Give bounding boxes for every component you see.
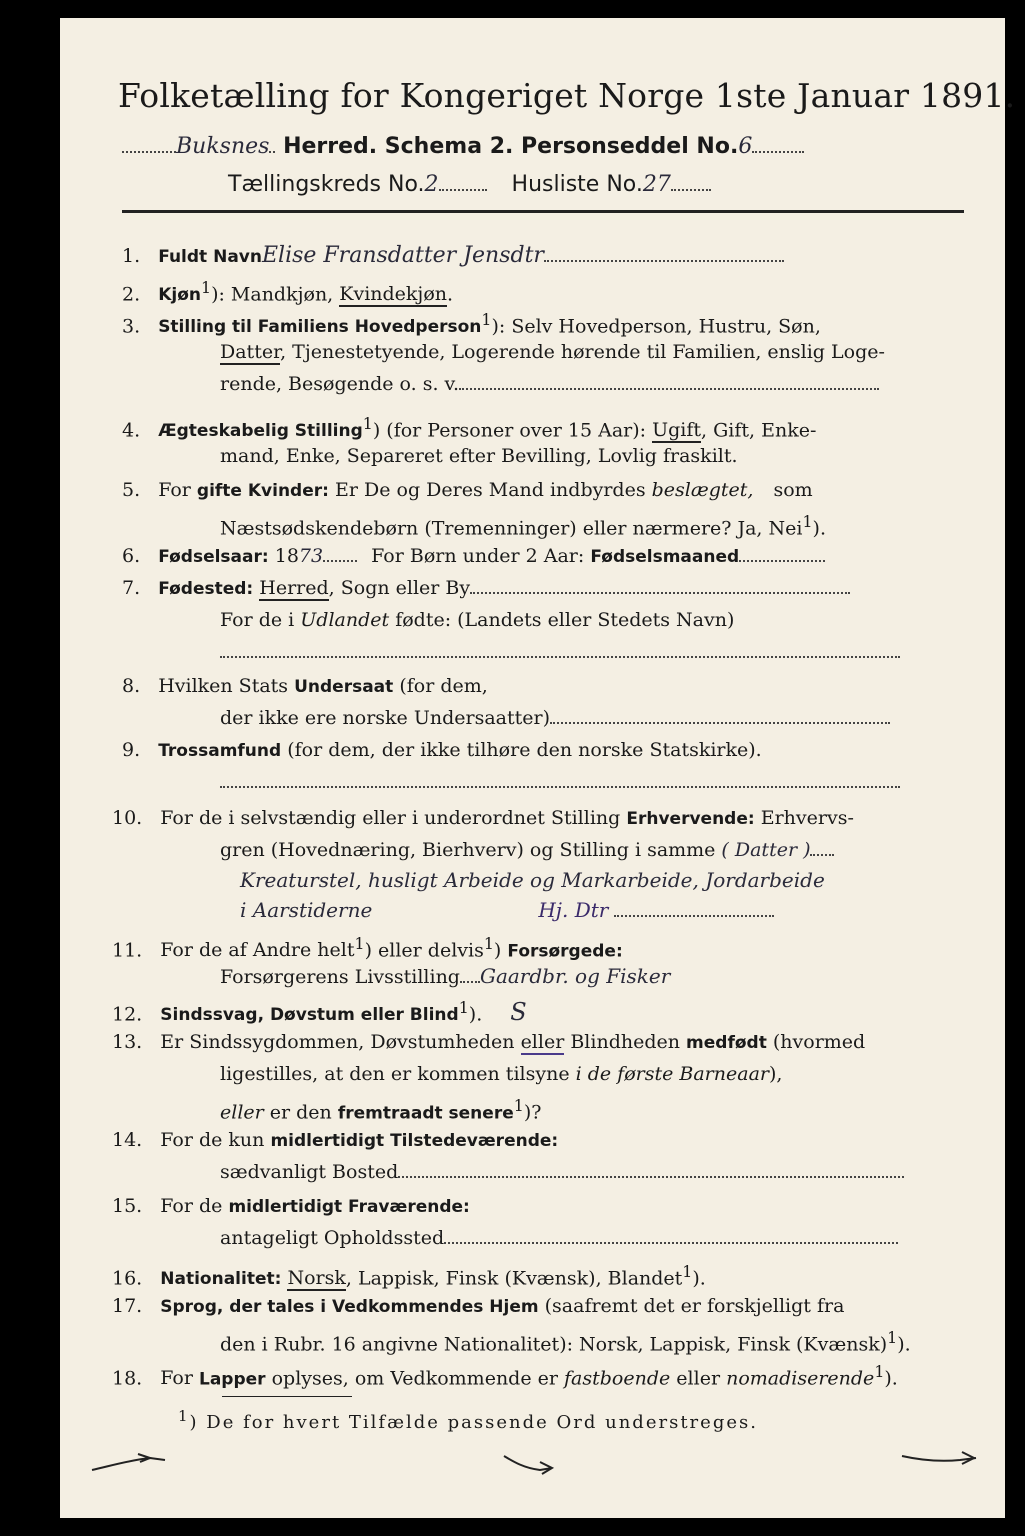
q10-handwritten-line3: Kreaturstel, husligt Arbeide og Markarbeide, Jordarbeide (240, 868, 825, 892)
q7-row: 7. Fødested: Herred, Sogn eller By (122, 576, 850, 601)
q6-row: 6. Fødselsaar: 1873 For Børn under 2 Aar: Fødselsmaaned (122, 544, 825, 569)
census-form-page: Folketælling for Kongeriget Norge 1ste Januar 1891. Buksnes Herred. Schema 2. Personseddel No.6 Tællingskreds No.2 Husliste No.27 1. Fuldt NavnElise Fransdatter Jensdtr 2. Kjøn$^1$): Mandkjøn, Kvindekjøn. 3. Stilling til Familiens Hovedperson$^1$): Selv Hovedperson, Hustru, Søn, Datter, Tjenestetyende, Logerende hørende til Familien, enslig Loge- rende, Besøgende o. s. v. 4. Ægteskabelig Stilling$^1$) (for Personer over 15 Aar): Ugift, Gift, Enke- mand, Enke, Separeret efter Bevilling, Lovlig fraskilt. 5. For gifte Kvinder: Er De og Deres Mand indbyrdes beslægtet, som Næstsødskendebørn (Tremenninger) eller nærmere? Ja, Nei$^1$). 6. Fødselsaar: 1873 For Børn under 2 Aar: Fødselsmaaned 7. Fødested: Herred, Sogn eller By For de i Udlandet fødte: (Landets eller Stedets Navn) 8. Hvilken Stats Undersaat (for dem, der ikke ere norske Undersaatter) 9. Trossamfund (for dem, der ikke tilhøre den norske Statskirke). 10. For de i selvstændig eller i underordnet Stilling Erhvervende: Erhvervs- gren (Hovednæring, Bierhverv) og Stilling i samme ( Datter ) Kreaturstel, husligt Arbeide og Markarbeide, Jordarbeide i Aarstiderne Hj. Dtr 11. For de af Andre helt$^1$) eller delvis$^1$) Forsørgede: Forsørgerens Livsstilling Gaardbr. og Fisker 12. Sindssvag, Døvstum eller Blind$^1$). S 13. Er Sindssygdommen, Døvstumheden eller Blindheden medfødt (hvormed ligestilles, at den er kommen tilsyne i de første Barneaar), eller er den fremtraadt senere$^1$)? 14. For de kun midlertidigt Tilstedeværende: sædvanligt Bosted 15. For de midlertidigt Fraværende: antageligt Opholdssted 16. Nationalitet: Norsk, Lappisk, Finsk (Kvænsk), Blandet$^1$). 17. Sprog, der tales i Vedkommendes Hjem (saafremt det er forskjelligt fra den i Rubr. 16 angivne Nationalitet): Norsk, Lappisk, Finsk (Kvænsk)$^1$). 18. For Lapper oplyses, om Vedkommende er fastboende eller nomadiserende$^1$). $^1$) De for hvert Tilfælde passende Ord understreges. (60, 18, 1005, 1518)
schema-line (122, 130, 804, 162)
q14-row: 14. For de kun midlertidigt Tilstedeværende: (112, 1129, 559, 1151)
footnote-rule (222, 1396, 352, 1397)
q4-row: 4. Ægteskabelig Stilling$^1$) (for Personer over 15 Aar): Ugift, Gift, Enke- (122, 414, 817, 442)
q17-row: 17. Sprog, der tales i Vedkommendes Hjem (saafremt det er forskjelligt fra (112, 1295, 845, 1317)
q13-row: 13. Er Sindssygdommen, Døvstumheden eller Blindheden medfødt (hvormed (112, 1031, 866, 1053)
taellingskreds-line: Tællingskreds No.2 Husliste No.27 (228, 170, 711, 200)
q11-row: 11. For de af Andre helt$^1$) eller delvis$^1$) Forsørgede: (112, 934, 623, 962)
q2-row: 2. Kjøn$^1$): Mandkjøn, Kvindekjøn. (122, 278, 454, 306)
q8-row: 8. Hvilken Stats Undersaat (for dem, (122, 675, 488, 697)
personseddel-no: 6 (738, 134, 753, 159)
q10-row: 10. For de i selvstændig eller i underordnet Stilling Erhvervende: Erhvervs- (112, 807, 854, 829)
q18-row: 18. For Lapper oplyses, om Vedkommende er fastboende eller nomadiserende$^1$). (112, 1362, 898, 1390)
footnote: $^1$) De for hvert Tilfælde passende Ord understreges. (178, 1407, 758, 1433)
q16-row: 16. Nationalitet: Norsk, Lappisk, Finsk (Kvænsk), Blandet$^1$). (112, 1262, 706, 1290)
ink-mark-right (900, 1446, 980, 1476)
form-title: Folketælling for Kongeriget Norge 1ste Januar 1891. (118, 76, 1016, 115)
schema-label: Herred. Schema 2. Personseddel No. (283, 134, 739, 159)
q3-row: 3. Stilling til Familiens Hovedperson$^1$): Selv Hovedperson, Hustru, Søn, (122, 310, 821, 338)
q9-row: 9. Trossamfund (for dem, der ikke tilhøre den norske Statskirke). (122, 739, 762, 761)
q12-row: 12. Sindssvag, Døvstum eller Blind$^1$). S (112, 998, 527, 1027)
q1-name-handwritten: Elise Fransdatter Jensdtr (261, 243, 544, 268)
header-rule (122, 210, 964, 213)
ink-mark-center (500, 1448, 560, 1478)
herred-handwritten: Buksnes (176, 134, 270, 159)
q1-row: 1. Fuldt NavnElise Fransdatter Jensdtr (122, 244, 784, 269)
q12-handwritten-mark: S (510, 998, 527, 1027)
ink-mark-left (90, 1448, 170, 1478)
q10-handwritten-line4: i Aarstiderne (240, 898, 373, 922)
provider-occupation-handwritten: Gaardbr. og Fisker (479, 964, 671, 988)
q10-handwritten-status: ( Datter ) (721, 839, 811, 861)
q15-row: 15. For de midlertidigt Fraværende: (112, 1195, 470, 1217)
q10-handwritten-abbrev: Hj. Dtr (538, 898, 609, 922)
husliste-no: 27 (642, 172, 671, 197)
birth-year-handwritten: 73 (298, 545, 324, 567)
q5-row: 5. For gifte Kvinder: Er De og Deres Mand indbyrdes beslægtet, som (122, 479, 813, 501)
taellingskreds-no: 2 (424, 172, 439, 197)
